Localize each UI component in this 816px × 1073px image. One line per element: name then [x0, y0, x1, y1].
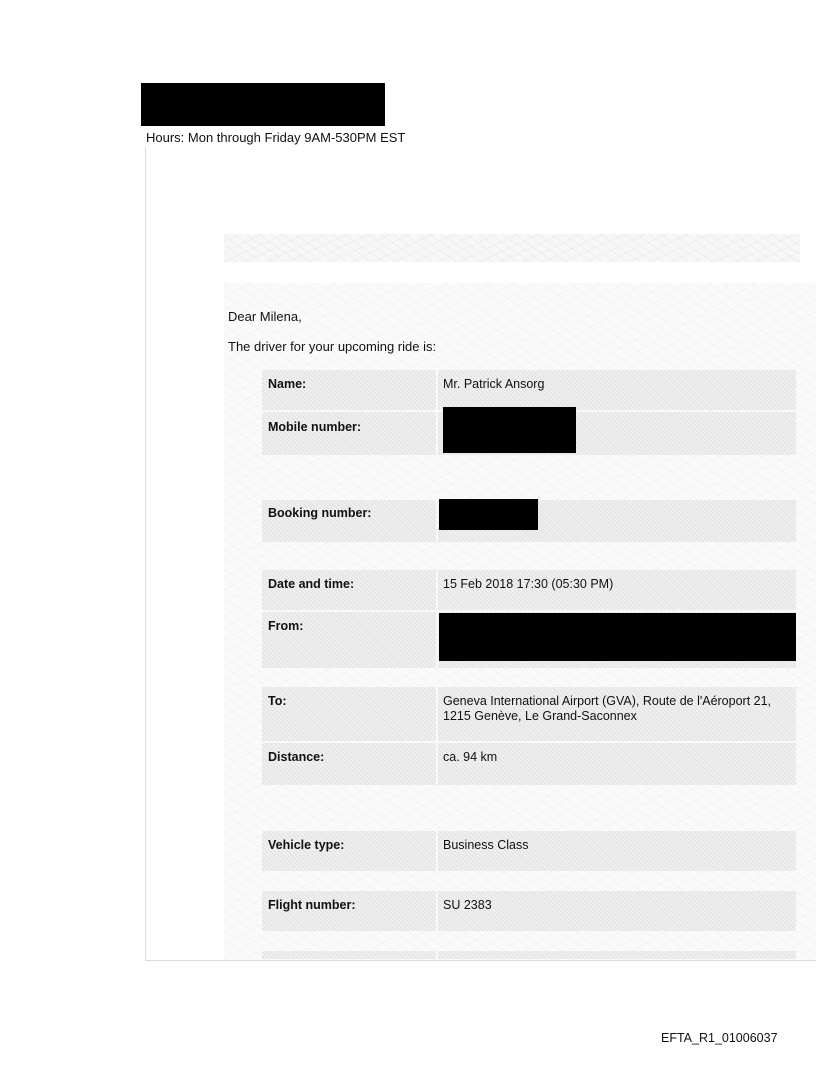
flight-number-value: SU 2383 — [438, 891, 796, 931]
from-address-redaction — [439, 613, 796, 661]
booking-number-label: Booking number: — [262, 500, 436, 542]
from-label: From: — [262, 612, 436, 668]
to-value: Geneva International Airport (GVA), Route de l'Aéroport 21, 1215 Genève, Le Grand-Saconnex — [438, 687, 796, 741]
distance-label: Distance: — [262, 743, 436, 785]
email-intro: The driver for your upcoming ride is: — [228, 339, 437, 354]
document-id: EFTA_R1_01006037 — [661, 1031, 778, 1045]
booking-number-redaction — [439, 499, 538, 530]
driver-name-label: Name: — [262, 370, 436, 410]
frame-border-left — [145, 147, 146, 960]
next-row-label-partial — [262, 951, 436, 959]
driver-name-value: Mr. Patrick Ansorg — [438, 370, 796, 410]
header-redaction — [141, 83, 385, 126]
next-row-value-partial — [438, 951, 796, 959]
mobile-number-label: Mobile number: — [262, 412, 436, 455]
vehicle-type-value: Business Class — [438, 831, 796, 871]
email-banner — [224, 234, 800, 262]
frame-border-bottom — [145, 960, 816, 961]
vehicle-type-label: Vehicle type: — [262, 831, 436, 871]
business-hours: Hours: Mon through Friday 9AM-530PM EST — [146, 130, 406, 145]
mobile-number-redaction — [443, 407, 576, 453]
distance-value: ca. 94 km — [438, 743, 796, 785]
flight-number-label: Flight number: — [262, 891, 436, 931]
date-time-value: 15 Feb 2018 17:30 (05:30 PM) — [438, 570, 796, 610]
to-label: To: — [262, 687, 436, 741]
email-greeting: Dear Milena, — [228, 309, 302, 324]
date-time-label: Date and time: — [262, 570, 436, 610]
